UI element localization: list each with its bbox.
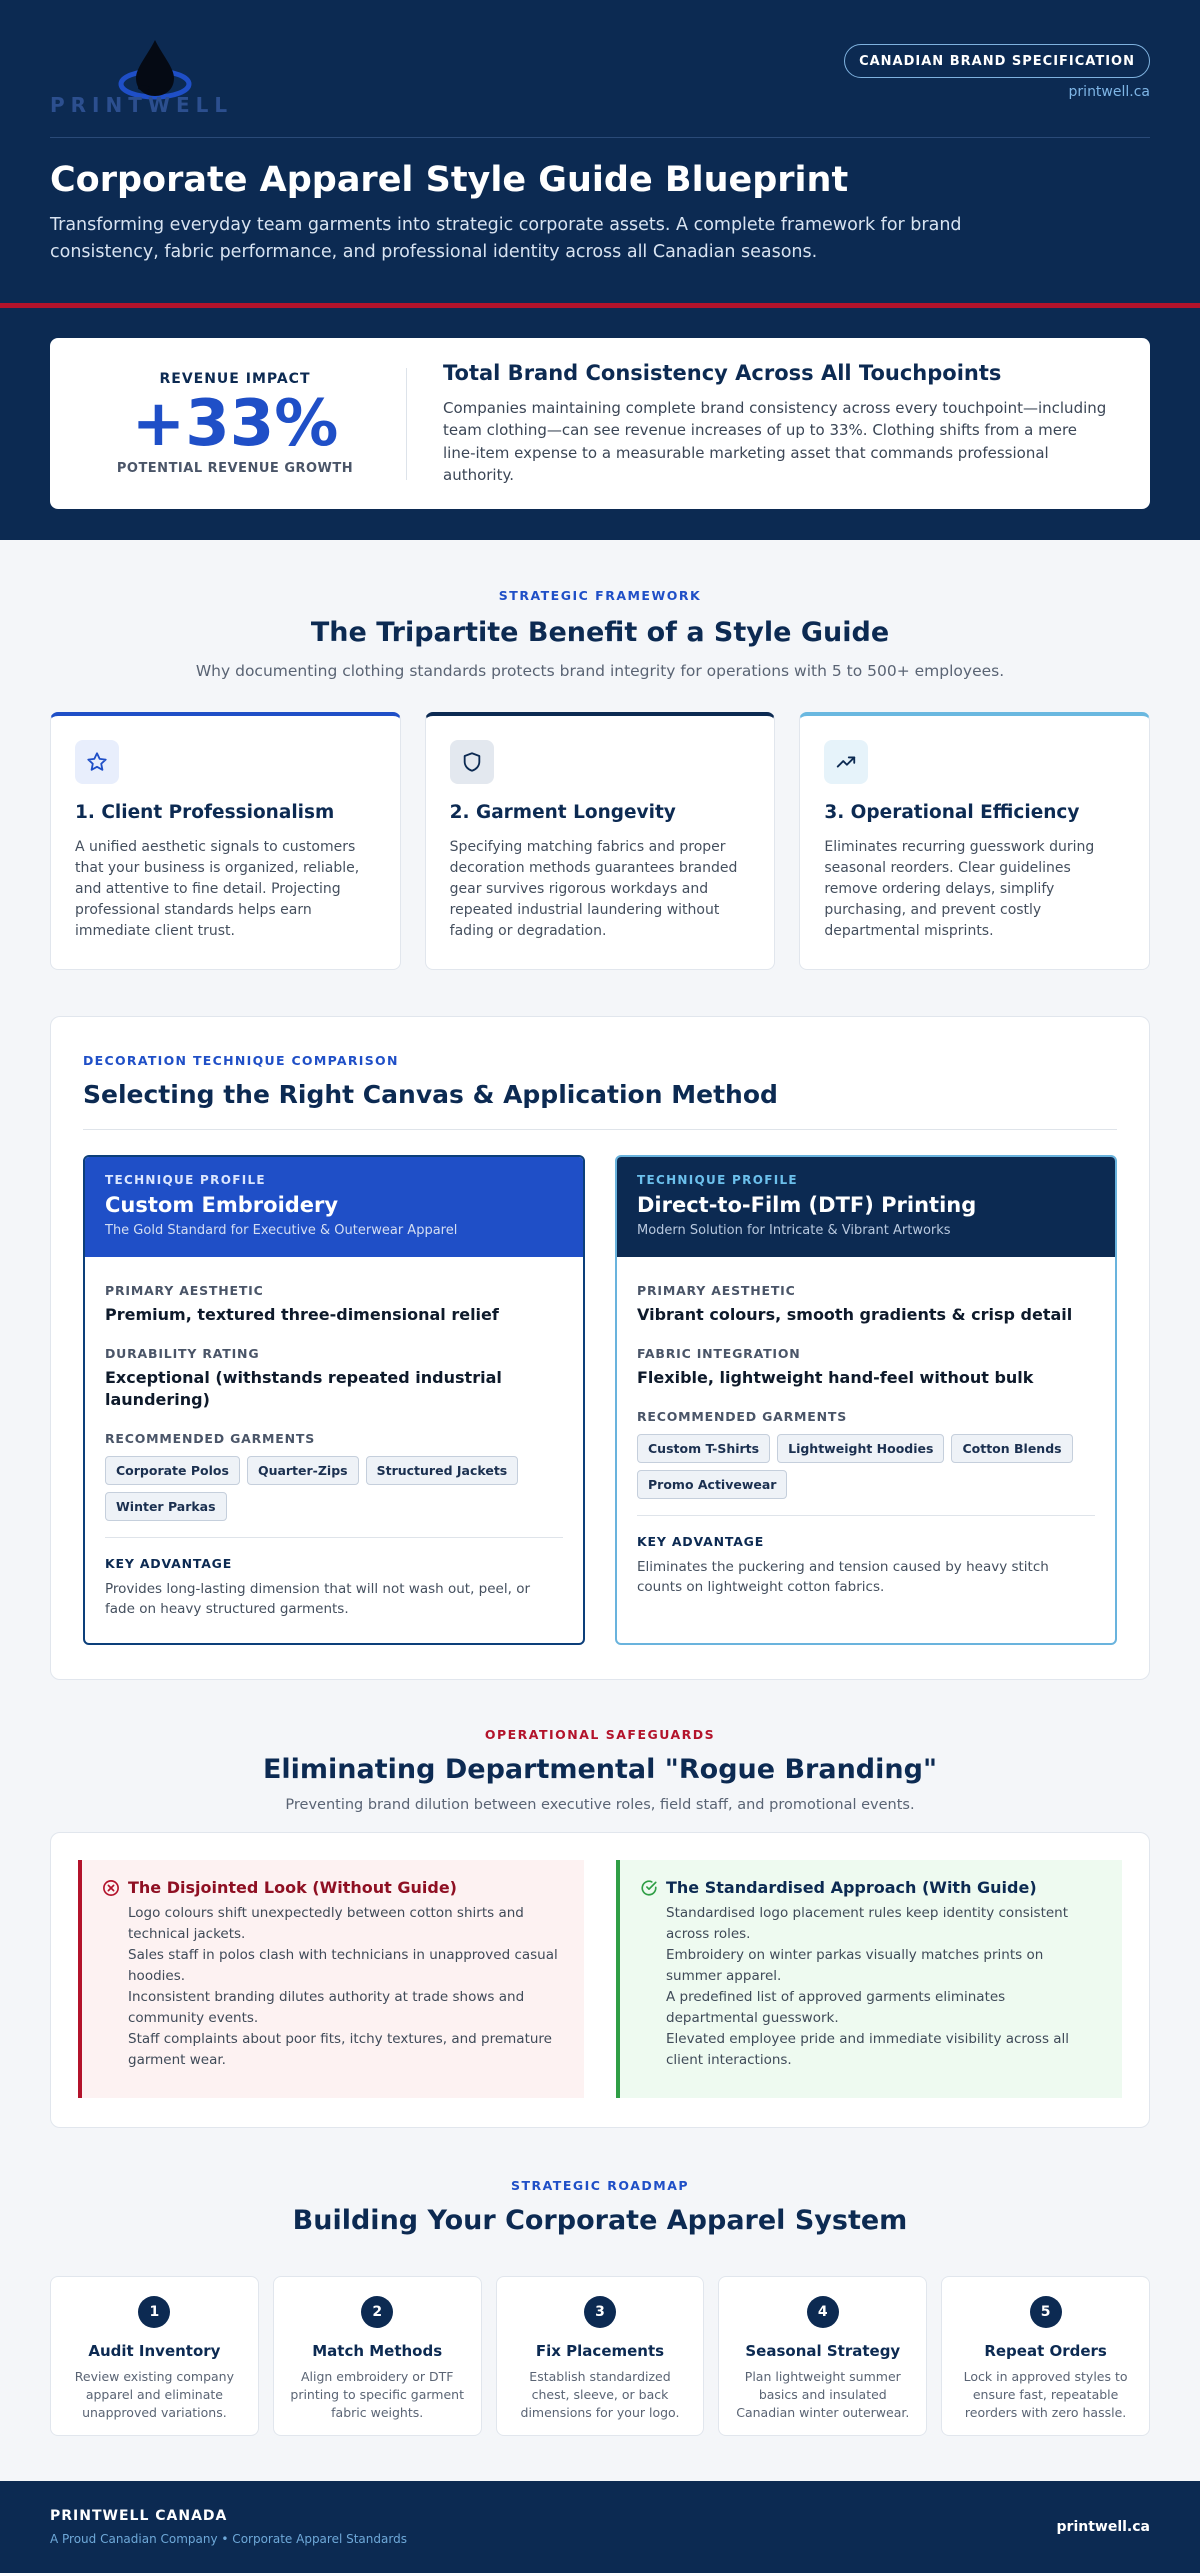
without-guide-box — [78, 1860, 584, 2098]
revenue-label: REVENUE IMPACT — [159, 371, 311, 387]
step-number: 4 — [807, 2296, 839, 2328]
roadmap-step — [718, 2276, 927, 2436]
list-item: Elevated employee pride and immediate visibility across all client interactions. — [666, 2031, 1070, 2068]
benefit-body: Eliminates recurring guesswork during seasonal reorders. Clear guidelines remove ordering delays, simplify purchasing, and prevent costly departmental misprints. — [824, 839, 1095, 939]
safeguards-title: Eliminating Departmental "Rogue Branding" — [262, 1754, 938, 1785]
revenue-body: Companies maintaining complete brand consistency across every touchpoint—including team clothing—can see revenue increases of up to 33%. Clothing shifts from a mere line-item expense to a measurable marketing asset that commands professional authority. — [443, 398, 1107, 484]
embroidery-title: Custom Embroidery — [105, 1193, 339, 1217]
section-divider — [83, 1129, 1117, 1130]
garment-chip: Promo Activewear — [637, 1470, 787, 1499]
benefit-card — [799, 712, 1150, 970]
page-title: Corporate Apparel Style Guide Blueprint — [50, 160, 849, 200]
step-title: Audit Inventory — [88, 2342, 221, 2360]
x-circle-icon — [102, 1879, 120, 1897]
garment-chip: Custom T-Shirts — [637, 1434, 770, 1463]
page-header — [0, 0, 1200, 303]
technique-eyebrow: DECORATION TECHNIQUE COMPARISON — [83, 1053, 399, 1068]
step-body: Plan lightweight summer basics and insulated Canadian winter outerwear. — [736, 2369, 910, 2420]
step-body: Review existing company apparel and eliminate unapproved variations. — [74, 2369, 235, 2420]
benefit-title: 2. Garment Longevity — [449, 802, 676, 823]
dtf-title: Direct-to-Film (DTF) Printing — [637, 1193, 977, 1217]
roadmap-step — [496, 2276, 705, 2436]
header-divider — [50, 137, 1150, 138]
revenue-section — [0, 308, 1200, 540]
fabric-label: FABRIC INTEGRATION — [637, 1346, 801, 1361]
list-item: Sales staff in polos clash with technicians in unapproved casual hoodies. — [128, 1947, 558, 1984]
advantage-body: Provides long-lasting dimension that will not wash out, peel, or fade on heavy structured garments. — [105, 1581, 531, 1617]
advantage-body: Eliminates the puckering and tension caused by heavy stitch counts on lightweight cotton fabrics. — [637, 1559, 1049, 1595]
advantage-label: KEY ADVANTAGE — [105, 1556, 233, 1571]
benefit-title: 3. Operational Efficiency — [824, 802, 1080, 823]
step-number: 5 — [1030, 2296, 1062, 2328]
page-subtitle: Transforming everyday team garments into strategic corporate assets. A complete framework for brand consistency, fabric performance, and professional identity across all Canadian seasons. — [50, 215, 962, 262]
step-title: Match Methods — [312, 2342, 443, 2360]
aesthetic-label: PRIMARY AESTHETIC — [105, 1283, 264, 1298]
benefit-body: A unified aesthetic signals to customers that your business is organized, reliable, and attentive to fine detail. Projecting professional standards helps earn immediate client trust. — [75, 839, 360, 939]
aesthetic-label: PRIMARY AESTHETIC — [637, 1283, 796, 1298]
with-guide-title: The Standardised Approach (With Guide) — [666, 1878, 1037, 1897]
roadmap-step — [941, 2276, 1150, 2436]
footer-tagline: A Proud Canadian Company • Corporate Apparel Standards — [50, 2532, 407, 2546]
dtf-card — [615, 1155, 1117, 1645]
garment-chip: Cotton Blends — [951, 1434, 1072, 1463]
specification-badge: CANADIAN BRAND SPECIFICATION — [844, 44, 1150, 78]
garment-chip: Corporate Polos — [105, 1456, 240, 1485]
list-item: Inconsistent branding dilutes authority at trade shows and community events. — [128, 1989, 525, 2026]
with-guide-box — [616, 1860, 1122, 2098]
advantage-label: KEY ADVANTAGE — [637, 1534, 765, 1549]
list-item: Standardised logo placement rules keep identity consistent across roles. — [666, 1905, 1069, 1942]
benefit-title: 1. Client Professionalism — [75, 802, 335, 823]
step-title: Fix Placements — [535, 2342, 665, 2360]
garment-chip: Quarter-Zips — [247, 1456, 359, 1485]
revenue-value: +33% — [131, 387, 339, 461]
shield-icon — [450, 740, 494, 784]
technique-title: Selecting the Right Canvas & Application Method — [83, 1080, 778, 1109]
garment-chip: Structured Jackets — [366, 1456, 519, 1485]
roadmap-step — [273, 2276, 482, 2436]
roadmap-step — [50, 2276, 259, 2436]
page-footer — [0, 2481, 1200, 2573]
durability-label: DURABILITY RATING — [105, 1346, 260, 1361]
step-title: Repeat Orders — [984, 2342, 1107, 2360]
printwell-logo[interactable] — [50, 38, 270, 118]
garment-chip: Lightweight Hoodies — [777, 1434, 944, 1463]
roadmap-title: Building Your Corporate Apparel System — [292, 2205, 908, 2236]
revenue-title: Total Brand Consistency Across All Touchpoints — [443, 360, 1002, 385]
aesthetic-value: Premium, textured three-dimensional relief — [105, 1305, 499, 1324]
durability-value: Exceptional (withstands repeated industrial laundering) — [105, 1368, 502, 1409]
embroidery-subtitle: The Gold Standard for Executive & Outerwear Apparel — [105, 1223, 458, 1238]
step-number: 1 — [138, 2296, 170, 2328]
list-item: A predefined list of approved garments eliminates departmental guesswork. — [666, 1989, 1006, 2026]
without-guide-title: The Disjointed Look (Without Guide) — [128, 1878, 457, 1897]
dtf-subtitle: Modern Solution for Intricate & Vibrant Artworks — [637, 1223, 951, 1238]
framework-title: The Tripartite Benefit of a Style Guide — [310, 617, 890, 648]
list-item: Embroidery on winter parkas visually matches prints on summer apparel. — [666, 1947, 1044, 1984]
footer-site-link[interactable]: printwell.ca — [1056, 2519, 1150, 2535]
revenue-foot: POTENTIAL REVENUE GROWTH — [116, 461, 354, 476]
roadmap-section — [0, 2128, 1200, 2436]
step-title: Seasonal Strategy — [745, 2342, 901, 2360]
garment-chips — [105, 1456, 563, 1521]
fabric-value: Flexible, lightweight hand-feel without bulk — [637, 1368, 1034, 1387]
card-divider — [105, 1537, 563, 1538]
step-body: Lock in approved styles to ensure fast, repeatable reorders with zero hassle. — [963, 2369, 1128, 2420]
safeguards-subtitle: Preventing brand dilution between executive roles, field staff, and promotional events. — [285, 1797, 915, 1813]
garment-chips — [637, 1434, 1095, 1499]
list-item: Logo colours shift unexpectedly between cotton shirts and technical jackets. — [128, 1905, 524, 1942]
aesthetic-value: Vibrant colours, smooth gradients & crisp detail — [637, 1305, 1073, 1324]
garments-label: RECOMMENDED GARMENTS — [105, 1431, 316, 1446]
step-number: 3 — [584, 2296, 616, 2328]
safeguards-eyebrow: OPERATIONAL SAFEGUARDS — [484, 1727, 716, 1742]
benefit-card — [425, 712, 776, 970]
check-circle-icon — [640, 1879, 658, 1897]
framework-subtitle: Why documenting clothing standards protects brand integrity for operations with 5 to 500+ employees. — [195, 662, 1005, 680]
technique-profile-label: TECHNIQUE PROFILE — [637, 1173, 798, 1187]
benefit-body: Specifying matching fabrics and proper decoration methods guarantees branded gear survives rigorous workdays and repeated industrial laundering without fading or degradation. — [449, 839, 738, 939]
garments-label: RECOMMENDED GARMENTS — [637, 1409, 848, 1424]
trending-up-icon — [824, 740, 868, 784]
framework-section — [0, 540, 1200, 970]
embroidery-card — [83, 1155, 585, 1645]
site-link[interactable]: printwell.ca — [1068, 84, 1150, 100]
benefit-card — [50, 712, 401, 970]
roadmap-eyebrow: STRATEGIC ROADMAP — [510, 2178, 690, 2193]
list-item: Staff complaints about poor fits, itchy textures, and premature garment wear. — [128, 2031, 552, 2068]
technique-section — [50, 1016, 1150, 1680]
step-body: Align embroidery or DTF printing to specific garment fabric weights. — [290, 2369, 464, 2420]
footer-brand: PRINTWELL CANADA — [50, 2508, 228, 2524]
framework-eyebrow: STRATEGIC FRAMEWORK — [498, 588, 702, 603]
technique-profile-label: TECHNIQUE PROFILE — [105, 1173, 266, 1187]
step-body: Establish standardized chest, sleeve, or back dimensions for your logo. — [520, 2369, 680, 2420]
safeguards-section — [0, 1680, 1200, 2128]
star-icon — [75, 740, 119, 784]
revenue-card — [50, 338, 1150, 509]
stat-divider — [406, 368, 407, 480]
step-number: 2 — [361, 2296, 393, 2328]
card-divider — [637, 1515, 1095, 1516]
garment-chip: Winter Parkas — [105, 1492, 227, 1521]
logo-wordmark: PRINTWELL — [50, 93, 234, 117]
